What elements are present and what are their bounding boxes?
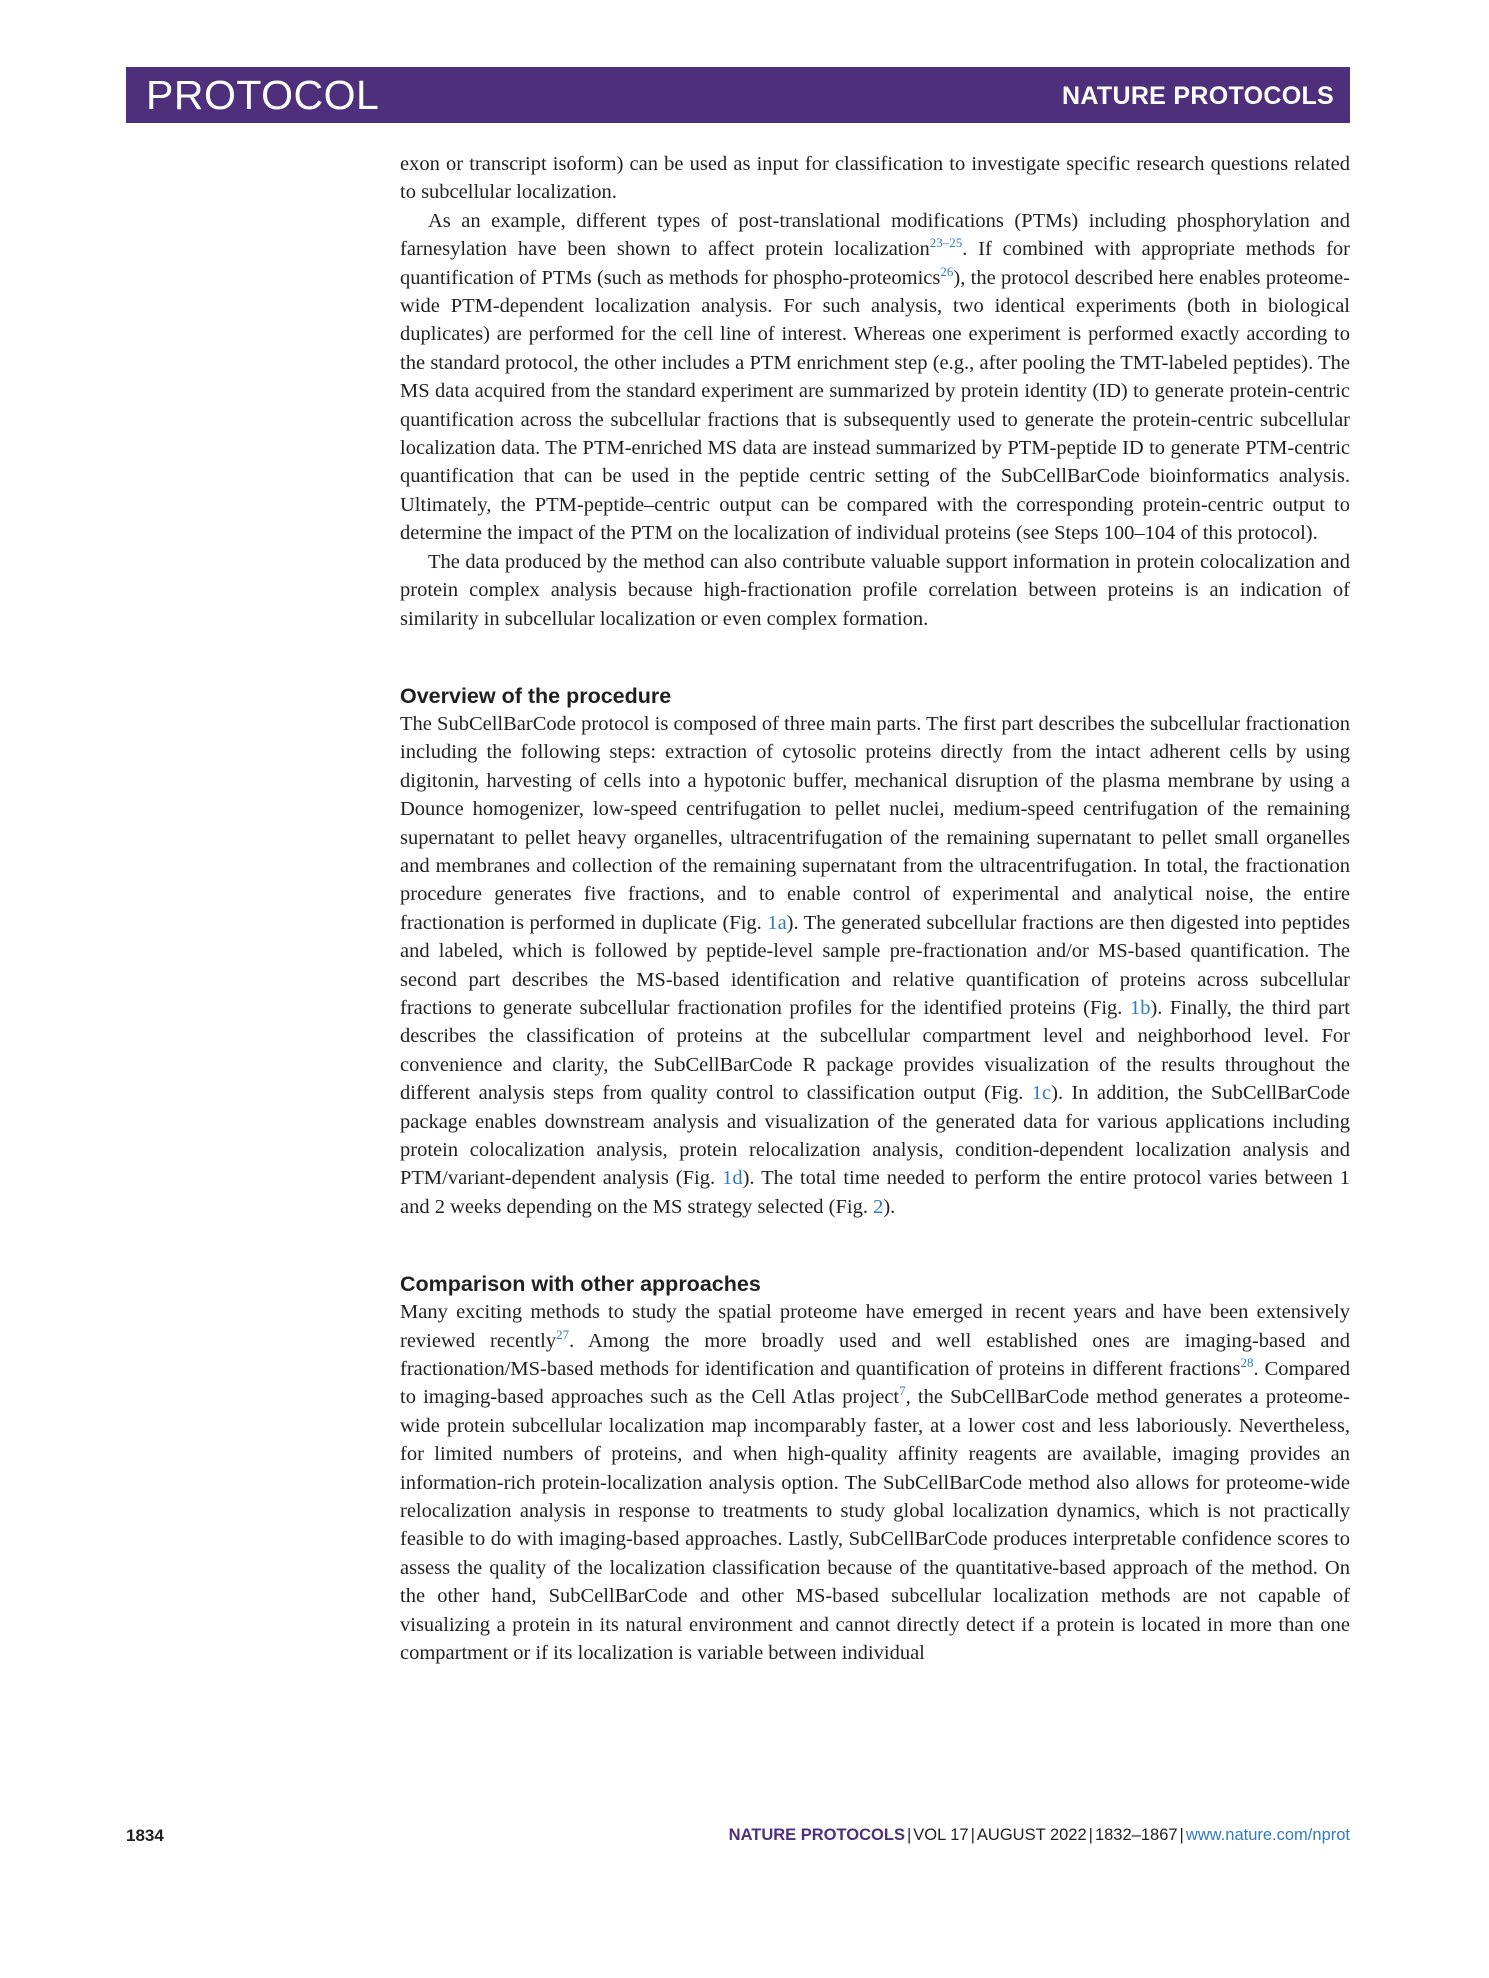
citation-28[interactable]: 28 [1240,1355,1254,1371]
comparison-text-1: Many exciting methods to study the spatial proteome have emerged in recent years and have been extensively reviewed recently [400,1301,1350,1352]
comparison-text-3: . Compared to imaging-based approaches such as the Cell Atlas project [400,1358,1350,1409]
fig-ref-1d[interactable]: 1d [722,1167,743,1190]
heading-comparison: Comparison with other approaches [400,1272,761,1297]
overview-text-1: The SubCellBarCode protocol is composed of three main parts. The first part describes the subcellular fractionation including the following steps: extraction of cytosolic proteins directly from the intact adherent cells by using digitonin, harvesting of cells into a hypotonic buffer, mechanical disruption of the plasma membrane by using a Dounce homogenizer, low-speed centrifugation to pellet nuclei, medium-speed centrifugation of the remaining supernatant to pellet heavy organelles, ultracentrifugation of the remaining supernatant to pellet small organelles and membranes and collection of the remaining supernatant from the ultracentrifugation. In total, the fractionation procedure generates five fractions, and to enable control of experimental and analytical noise, the entire fractionation is performed in duplicate (Fig. [400,712,1350,934]
paragraph-colocalization: The data produced by the method can also contribute valuable support information in protein colocalization and protein complex analysis because high-fractionation profile correlation between proteins is an indication of similarity in subcellular localization or even complex formation. [400,550,1350,630]
citation-26[interactable]: 26 [940,263,954,279]
paragraph-comparison [400,1298,1350,1667]
footer-separator: | [906,1826,912,1844]
header-bar [126,67,1350,123]
fig-ref-1c[interactable]: 1c [1031,1082,1052,1105]
ptm-text-c: ), the protocol described here enables proteome-wide PTM-dependent localization analysis. For such analysis, two identical experiments (both in biological duplicates) are performed for the cell line of interest. Whereas one experiment is performed exactly according to the standard protocol, the other includes a PTM enrichment step (e.g., after pooling the TMT-labeled peptides). The MS data acquired from the standard experiment are summarized by protein identity (ID) to generate protein-centric quantification across the subcellular fractions that is subsequently used to generate the protein-centric subcellular localization data. The PTM-enriched MS data are instead summarized by PTM-peptide ID to generate PTM-centric quantification that can be used in the peptide centric setting of the SubCellBarCode bioinformatics analysis. Ultimately, the PTM-peptide–centric output can be compared with the corresponding protein-centric output to determine the impact of the PTM on the localization of individual proteins (see Steps 100–104 of this protocol). [400,266,1350,545]
paragraph-continued: exon or transcript isoform) can be used as input for classification to investigate specific research questions related to subcellular localization. [400,153,1350,204]
footer-pages: 1832–1867 [1094,1826,1178,1844]
heading-overview: Overview of the procedure [400,683,672,708]
overview-text-4: ). In addition, the SubCellBarCode package enables downstream analysis and visualization of the generated data for various applications including protein colocalization analysis, protein relocalization analysis, condition-dependent localization analysis and PTM/variant-dependent analysis (Fig. [400,1082,1350,1190]
page-number: 1834 [126,1826,164,1845]
footer-journal: NATURE PROTOCOLS [728,1826,905,1844]
section-label: PROTOCOL [146,72,380,118]
footer-volume: VOL 17 [913,1826,969,1844]
overview-text-3: ). Finally, the third part describes the classification of proteins at the subcellular compartment level and neighborhood level. For convenience and clarity, the SubCellBarCode R package provides visualization of the results throughout the different analysis steps from quality control to classification output (Fig. [400,996,1350,1105]
footer-separator: | [970,1826,975,1844]
comparison-text-2: . Among the more broadly used and well established ones are imaging-based and fractionation/MS-based methods for identification and quantification of proteins in different fractions [400,1329,1350,1381]
footer-separator: | [1088,1826,1093,1844]
paragraph-overview [400,710,1350,1221]
overview-text-6: ). [883,1195,896,1218]
footer-url[interactable]: www.nature.com/nprot [1185,1826,1350,1844]
citation-7[interactable]: 7 [899,1383,906,1399]
footer-citation [729,1826,1350,1845]
footer-separator: | [1179,1826,1184,1844]
overview-text-2: ). The generated subcellular fractions are then digested into peptides and labeled, which is followed by peptide-level sample pre-fractionation and/or MS-based quantification. The second part describes the MS-based identification and relative quantification of proteins across subcellular fractions to generate subcellular fractionation profiles for the identified proteins (Fig. [400,911,1351,1019]
fig-ref-1b[interactable]: 1b [1129,996,1151,1019]
overview-text-5: ). The total time needed to perform the entire protocol varies between 1 and 2 weeks depending on the MS strategy selected (Fig. [400,1167,1350,1218]
comparison-text-4: , the SubCellBarCode method generates a proteome-wide protein subcellular localization map incomparably faster, at a lower cost and less laboriously. Nevertheless, for limited numbers of proteins, and when high-quality affinity reagents are available, imaging provides an information-rich protein-localization analysis option. The SubCellBarCode method also allows for proteome-wide relocalization analysis in response to treatments to study global localization dynamics, which is not practically feasible to do with imaging-based approaches. Lastly, SubCellBarCode produces interpretable confidence scores to assess the quality of the localization classification because of the quantitative-based approach of the method. On the other hand, SubCellBarCode and other MS-based subcellular localization methods are not capable of visualizing a protein in its natural environment and cannot directly detect if a protein is located in more than one compartment or if its localization is variable between individual [400,1386,1350,1665]
citation-23-25[interactable]: 23–25 [929,235,963,251]
journal-name: NATURE PROTOCOLS [1062,82,1334,110]
article-body [400,150,1350,1668]
fig-ref-2[interactable]: 2 [873,1195,884,1218]
fig-ref-1a[interactable]: 1a [767,911,787,934]
paragraph-ptm [400,207,1350,548]
ptm-text-a: As an example, different types of post-translational modifications (PTMs) including phosphorylation and farnesylation have been shown to affect protein localization [400,209,1350,261]
citation-27[interactable]: 27 [556,1326,570,1342]
ptm-text-b: . If combined with appropriate methods for quantification of PTMs (such as methods for phospho-proteomics [400,238,1350,289]
footer-date: AUGUST 2022 [976,1826,1087,1844]
